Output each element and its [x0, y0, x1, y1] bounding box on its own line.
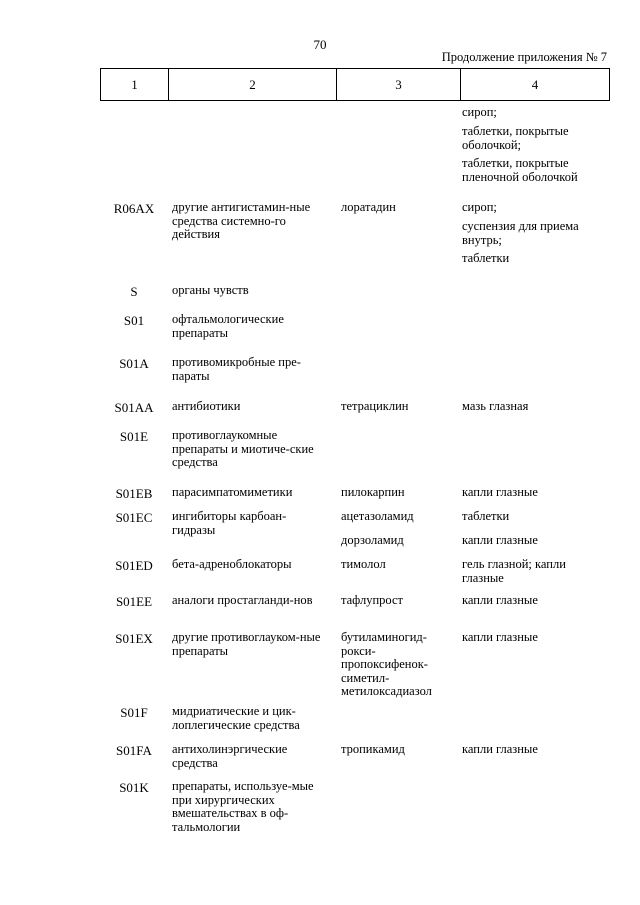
continuation-label: Продолжение приложения № 7 — [441, 50, 607, 64]
dosage-form: таблетки, покрытые пленочной оболочкой — [462, 156, 578, 184]
atc-group-name: антибиотики — [172, 399, 241, 413]
dosage-form: капли глазные — [462, 533, 538, 547]
atc-code: S01E — [119, 429, 149, 444]
drug-name: тропикамид — [341, 742, 405, 756]
atc-group-name: ингибиторы карбоан-гидразы — [172, 509, 287, 537]
dosage-form: сироп; — [462, 200, 497, 214]
atc-group-name: бета-адреноблокаторы — [172, 557, 292, 571]
dosage-form: капли глазные — [462, 593, 538, 607]
atc-code: S01EE — [115, 594, 153, 609]
atc-group-name: аналоги простагланди-нов — [172, 593, 313, 607]
table-header — [100, 68, 610, 101]
atc-group-name: противоглаукомные препараты и миотиче-ские средства — [172, 428, 314, 469]
atc-group-name: другие противоглауком-ные препараты — [172, 630, 321, 658]
dosage-form: капли глазные — [462, 630, 538, 644]
header-col-2: 2 — [169, 69, 337, 100]
drug-name: бутиламиногид-рокси-пропоксифенок-симетил-метилоксадиазол — [341, 630, 432, 698]
header-col-1: 1 — [101, 69, 169, 100]
dosage-form: мазь глазная — [462, 399, 529, 413]
atc-group-name: офтальмологические препараты — [172, 312, 284, 340]
drug-name: тимолол — [341, 557, 386, 571]
atc-code: S01F — [120, 705, 148, 720]
header-col-3: 3 — [337, 69, 461, 100]
atc-code: S01FA — [116, 743, 152, 758]
drug-name: лоратадин — [341, 200, 396, 214]
header-col-4: 4 — [531, 76, 539, 92]
dosage-form: сироп; — [462, 105, 497, 119]
atc-code: S01AA — [114, 400, 154, 415]
drug-name: тетрациклин — [341, 399, 409, 413]
atc-group-name: препараты, используе-мые при хирургических вмешательствах в оф-тальмологии — [172, 779, 314, 834]
dosage-form: таблетки — [462, 251, 510, 265]
atc-code: S01K — [119, 780, 149, 795]
atc-code: S01A — [119, 356, 149, 371]
atc-group-name: антихолинэргические средства — [172, 742, 288, 770]
dosage-form: капли глазные — [462, 742, 538, 756]
atc-code: S01EC — [115, 510, 153, 525]
page-number: 70 — [313, 37, 327, 52]
dosage-form: таблетки — [462, 509, 510, 523]
atc-group-name: парасимпатомиметики — [172, 485, 293, 499]
dosage-form: таблетки, покрытые оболочкой; — [462, 124, 569, 152]
dosage-form: суспензия для приема внутрь; — [462, 219, 579, 247]
atc-code: S — [130, 284, 138, 299]
dosage-form: капли глазные — [462, 485, 538, 499]
atc-group-name: органы чувств — [172, 283, 249, 297]
atc-code: S01EB — [115, 486, 153, 501]
atc-group-name: другие антигистамин-ные средства системно-го действия — [172, 200, 311, 241]
dosage-form: гель глазной; капли глазные — [462, 557, 566, 585]
drug-name: ацетазоламид — [341, 509, 414, 523]
atc-code: S01 — [123, 313, 145, 328]
atc-code: S01EX — [115, 631, 153, 646]
atc-group-name: противомикробные пре-параты — [172, 355, 301, 383]
drug-name: тафлупрост — [341, 593, 403, 607]
atc-group-name: мидриатические и цик-лоплегические средства — [172, 704, 300, 732]
drug-name: дорзоламид — [341, 533, 404, 547]
atc-code: S01ED — [115, 558, 153, 573]
atc-code: R06AX — [113, 201, 155, 216]
drug-name: пилокарпин — [341, 485, 405, 499]
